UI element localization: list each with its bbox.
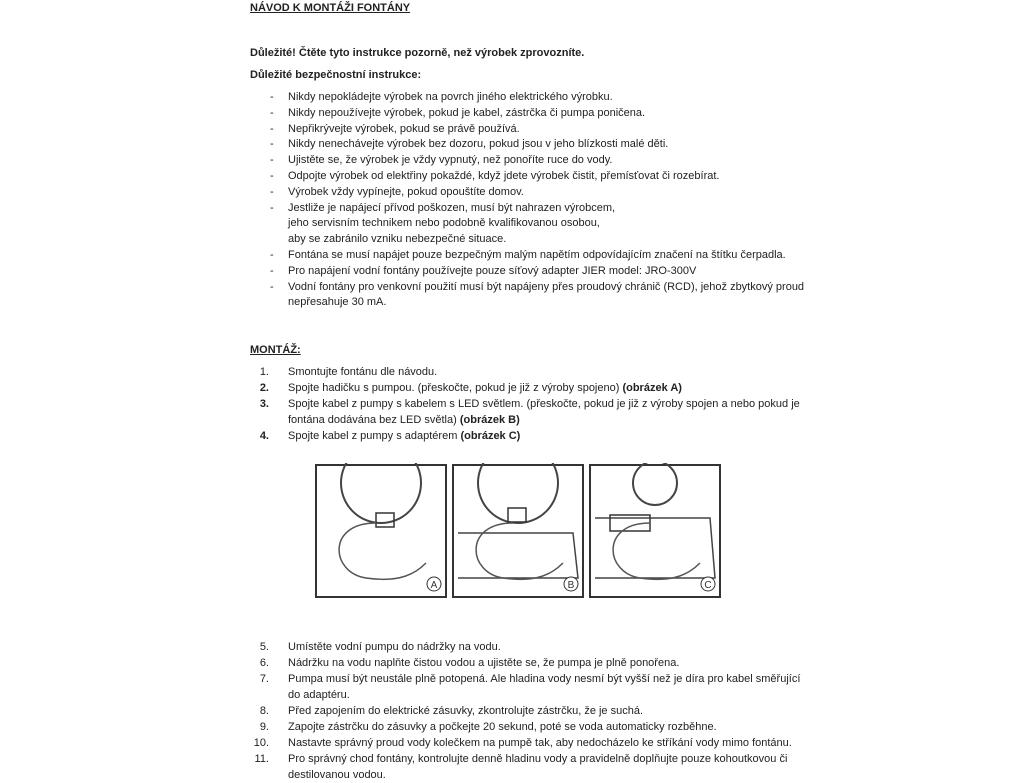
safety-item: - Nikdy nepokládejte výrobek na povrch jiného elektrického výrobku. — [250, 90, 808, 106]
step-text: Před zapojením do elektrické zásuvky, zkontrolujte zástrčku, že je suchá. — [288, 705, 644, 717]
step-item — [253, 428, 808, 444]
figure-label: C — [704, 580, 712, 591]
step-number: 11. — [254, 753, 269, 765]
step-number: 1. — [259, 366, 269, 378]
figure-reference: (obrázek A) — [622, 382, 682, 394]
step-item — [253, 719, 808, 735]
step-number: 4. — [259, 430, 269, 442]
figure-panel-a — [316, 463, 446, 597]
step-number: 9. — [259, 721, 269, 733]
step-number: 8. — [259, 705, 269, 717]
steps-list-2 — [253, 639, 808, 783]
step-text: Nádržku na vodu naplňte čistou vodou a ujistěte se, že pumpa je plně ponořena. — [288, 657, 680, 669]
step-item — [253, 703, 808, 719]
step-text: Pro správný chod fontány, kontrolujte denně hladinu vody a pravidelně doplňujte pouze kohoutkovou či destilovanou vodou. — [288, 753, 788, 781]
step-item — [253, 671, 808, 703]
step-item — [253, 655, 808, 671]
document-title: NÁVOD K MONTÁŽI FONTÁNY — [250, 2, 411, 14]
figure-label: B — [567, 580, 575, 591]
figure-reference: (obrázek C) — [460, 430, 521, 442]
step-item — [253, 380, 808, 396]
safety-heading: Důležité bezpečnostní instrukce: — [250, 69, 422, 81]
step-text: Pumpa musí být neustále plně potopená. Ale hladina vody nesmí být vyšší než je díra pro kabel směřující do adaptéru. — [288, 673, 801, 701]
step-number: 6. — [259, 657, 269, 669]
safety-item: - Pro napájení vodní fontány používejte pouze síťový adapter JIER model: JRO-300V — [250, 264, 808, 280]
safety-item: - Fontána se musí napájet pouze bezpečným malým napětím odpovídajícím značení na štítku čerpadla. — [250, 248, 808, 264]
important-note: Důležité! Čtěte tyto instrukce pozorně, než výrobek zprovozníte. — [250, 47, 585, 59]
figure-panel-c — [590, 463, 720, 597]
safety-item: - Jestliže je napájecí přívod poškozen, musí být nahrazen výrobcem, jeho servisním technikem nebo podobně kvalifikovanou osobou, aby se zabránilo vzniku nebezpečné situace. — [250, 201, 618, 248]
safety-item: - Odpojte výrobek od elektřiny pokaždé, když jdete výrobek čistit, přemísťovat či rozebírat. — [250, 169, 808, 185]
step-item — [253, 639, 808, 655]
assembly-figures — [314, 463, 726, 601]
safety-list — [250, 90, 808, 311]
step-number: 7. — [259, 673, 269, 685]
step-item — [253, 396, 808, 428]
step-item — [253, 364, 808, 380]
step-text: Smontujte fontánu dle návodu. — [288, 366, 438, 378]
step-number: 10. — [253, 737, 269, 749]
step-item — [253, 751, 808, 783]
figure-panel-b — [453, 463, 583, 597]
montaz-heading: MONTÁŽ: — [250, 344, 301, 356]
steps-list-1 — [253, 364, 808, 444]
step-text: Zapojte zástrčku do zásuvky a počkejte 20 sekund, poté se voda automaticky rozběhne. — [288, 721, 717, 733]
step-text: Spojte kabel z pumpy s adaptérem — [288, 430, 461, 442]
step-text: Nastavte správný proud vody kolečkem na pumpě tak, aby nedocházelo ke stříkání vody mimo fontánu. — [288, 737, 792, 749]
figure-reference: (obrázek B) — [459, 414, 520, 426]
safety-item: - Ujistěte se, že výrobek je vždy vypnutý, než ponoříte ruce do vody. — [250, 153, 808, 169]
step-text: Spojte kabel z pumpy s kabelem s LED světlem. (přeskočte, pokud je již z výroby spojen a nebo pokud je fontána dodávána bez LED světla) — [288, 398, 800, 426]
step-number: 2. — [259, 382, 269, 394]
step-text: Spojte hadičku s pumpou. (přeskočte, pokud je již z výroby spojeno) — [288, 382, 623, 394]
safety-item: - Nepřikrývejte výrobek, pokud se právě používá. — [250, 122, 808, 138]
figure-label: A — [430, 580, 438, 591]
safety-item: - Nikdy nenechávejte výrobek bez dozoru, pokud jsou v jeho blízkosti malé děti. — [250, 137, 808, 153]
step-item — [253, 735, 808, 751]
step-text: Umístěte vodní pumpu do nádržky na vodu. — [288, 641, 501, 653]
step-number: 5. — [259, 641, 269, 653]
safety-item: - Nikdy nepoužívejte výrobek, pokud je kabel, zástrčka či pumpa poničena. — [250, 106, 808, 122]
safety-item: - Vodní fontány pro venkovní použití musí být napájeny přes proudový chránič (RCD), jehož zbytkový proud nepřesahuje 30 mA. — [250, 280, 808, 312]
step-number: 3. — [259, 398, 269, 410]
safety-item: - Výrobek vždy vypínejte, pokud opouštíte domov. — [250, 185, 808, 201]
